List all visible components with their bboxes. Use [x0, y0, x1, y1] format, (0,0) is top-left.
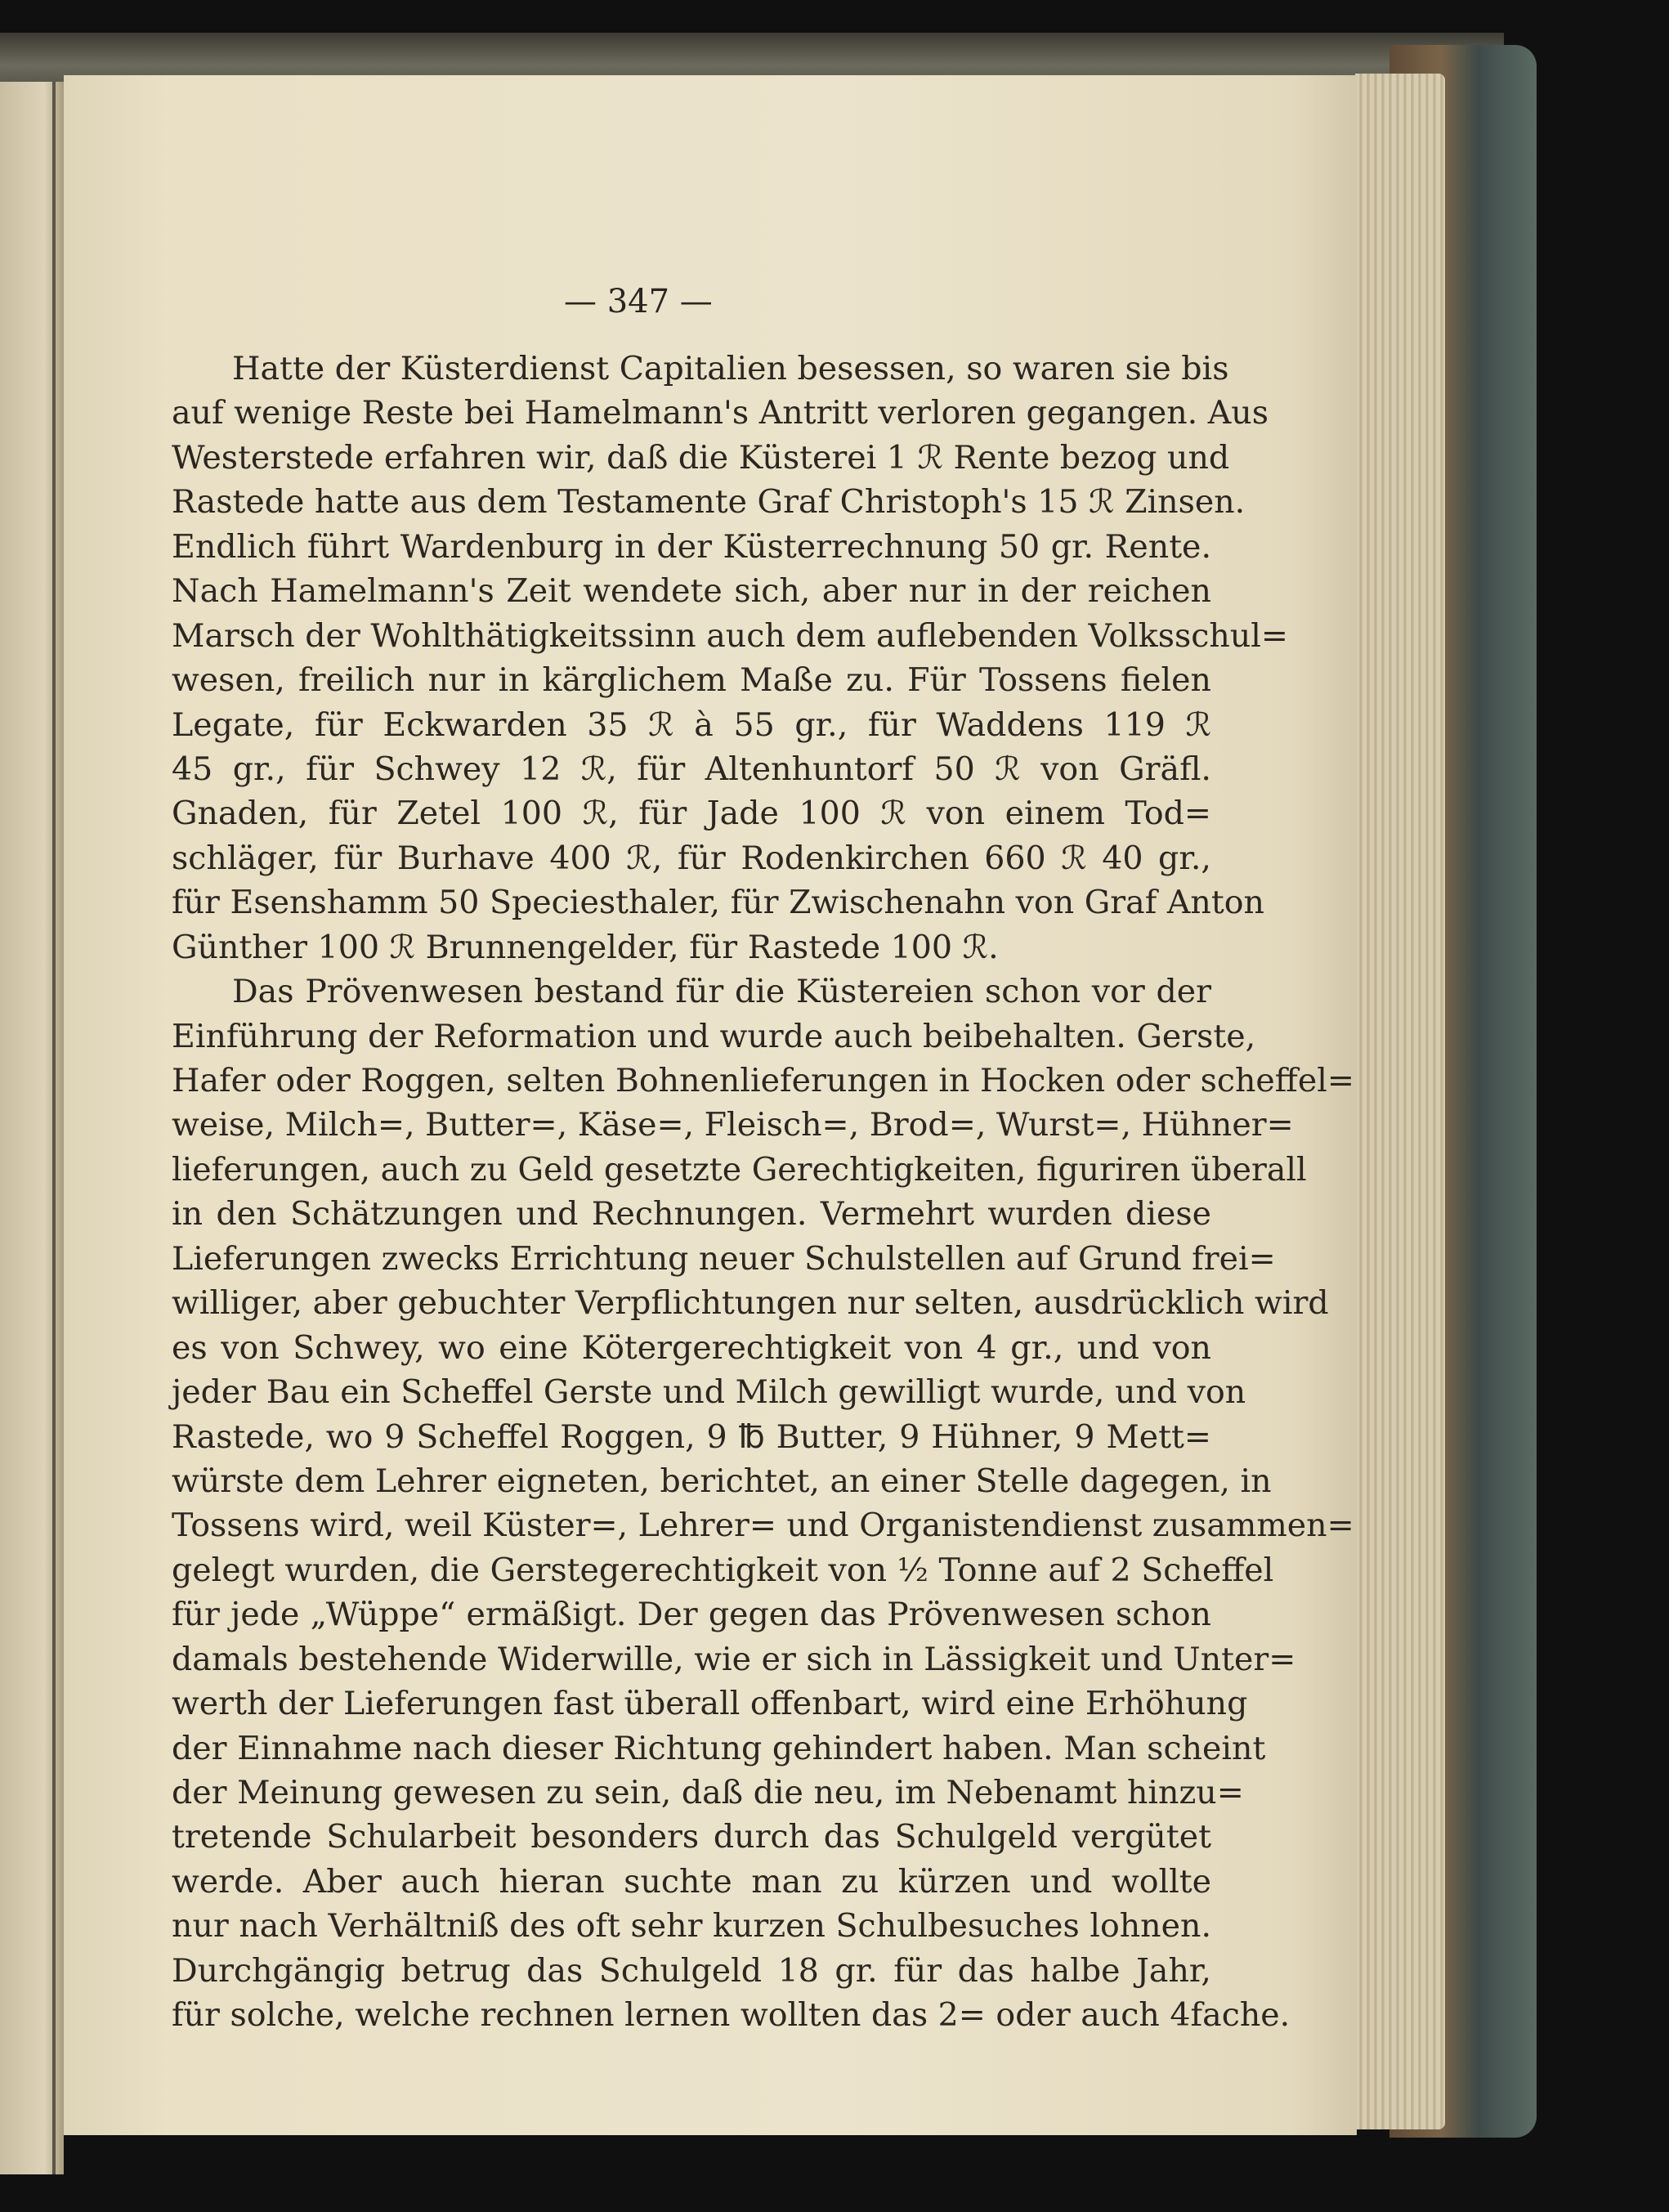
- text-line: damals bestehende Widerwille, wie er sich in Lässigkeit und Unter=: [172, 1640, 1296, 1678]
- text-line: Legate, für Eckwarden 35 ℛ à 55 gr., für Waddens 119 ℛ: [172, 705, 1211, 744]
- text-line: es von Schwey, wo eine Kötergerechtigkeit von 4 gr., und von: [172, 1328, 1211, 1367]
- text-line: in den Schätzungen und Rechnungen. Vermehrt wurden diese: [172, 1195, 1211, 1234]
- text-line: Gnaden, für Zetel 100 ℛ, für Jade 100 ℛ von einem Tod=: [172, 795, 1211, 833]
- text-line: 45 gr., für Schwey 12 ℛ, für Altenhuntorf 50 ℛ von Gräfl.: [172, 750, 1211, 788]
- text-line: gelegt wurden, die Gerstegerechtigkeit von ½ Tonne auf 2 Scheffel: [172, 1551, 1274, 1589]
- text-line: schläger, für Burhave 400 ℛ, für Rodenkirchen 660 ℛ 40 gr.,: [172, 839, 1211, 877]
- page-edges: [1355, 74, 1445, 2129]
- text-line: Rastede, wo 9 Scheffel Roggen, 9 ℔ Butter, 9 Hühner, 9 Mett=: [172, 1417, 1211, 1456]
- text-line: Endlich führt Wardenburg in der Küsterrechnung 50 gr. Rente.: [172, 527, 1211, 566]
- text-line: lieferungen, auch zu Geld gesetzte Gerechtigkeiten, figuriren überall: [172, 1150, 1307, 1189]
- text-line: wesen, freilich nur in kärglichem Maße zu. Für Tossens fielen: [172, 661, 1211, 700]
- text-line: Einführung der Reformation und wurde auch beibehalten. Gerste,: [172, 1017, 1256, 1055]
- text-line: für solche, welche rechnen lernen wollten das 2= oder auch 4fache.: [172, 1996, 1291, 2035]
- text-line: der Meinung gewesen zu sein, daß die neu, im Nebenamt hinzu=: [172, 1774, 1244, 1811]
- text-line: Durchgängig betrug das Schulgeld 18 gr. für das halbe Jahr,: [172, 1951, 1211, 1990]
- text-line: werde. Aber auch hieran suchte man zu kürzen und wollte: [172, 1862, 1211, 1901]
- text-line: tretende Schularbeit besonders durch das Schulgeld vergütet: [172, 1818, 1211, 1856]
- book-page: [64, 75, 1357, 2135]
- text-line: werth der Lieferungen fast überall offenbart, wird eine Erhöhung: [172, 1685, 1248, 1723]
- body-text: [172, 347, 1354, 2038]
- text-line: auf wenige Reste bei Hamelmann's Antritt verloren gegangen. Aus: [172, 394, 1269, 432]
- text-line: Nach Hamelmann's Zeit wendete sich, aber nur in der reichen: [172, 572, 1211, 611]
- page-number-text: — 347 —: [564, 283, 713, 320]
- text-line: Tossens wird, weil Küster=, Lehrer= und Organistendienst zusammen=: [172, 1507, 1354, 1545]
- text-line: weise, Milch=, Butter=, Käse=, Fleisch=, Brod=, Wurst=, Hühner=: [172, 1106, 1294, 1144]
- text-line: Marsch der Wohlthätigkeitssinn auch dem auflebenden Volksschul=: [172, 616, 1288, 655]
- text-line: Das Prövenwesen bestand für die Küstereien schon vor der: [232, 973, 1211, 1011]
- text-line: nur nach Verhältniß des oft sehr kurzen Schulbesuches lohnen.: [172, 1907, 1211, 1946]
- text-line: der Einnahme nach dieser Richtung gehindert haben. Man scheint: [172, 1729, 1266, 1767]
- text-line: für jede „Wüppe“ ermäßigt. Der gegen das Prövenwesen schon: [172, 1596, 1211, 1634]
- text-line: Günther 100 ℛ Brunnengelder, für Rastede 100 ℛ.: [172, 928, 999, 966]
- text-line: Westerstede erfahren wir, daß die Küsterei 1 ℛ Rente bezog und: [172, 438, 1230, 477]
- text-line: Rastede hatte aus dem Testamente Graf Christoph's 15 ℛ Zinsen.: [172, 483, 1246, 522]
- text-line: für Esenshamm 50 Speciesthaler, für Zwischenahn von Graf Anton: [172, 884, 1264, 922]
- text-line: jeder Bau ein Scheffel Gerste und Milch gewilligt wurde, und von: [172, 1373, 1246, 1412]
- text-line: williger, aber gebuchter Verpflichtungen nur selten, ausdrücklich wird: [172, 1284, 1329, 1323]
- text-line: Lieferungen zwecks Errichtung neuer Schulstellen auf Grund frei=: [172, 1239, 1276, 1278]
- text-line: Hatte der Küsterdienst Capitalien besessen, so waren sie bis: [232, 350, 1229, 387]
- text-line: Hafer oder Roggen, selten Bohnenlieferungen in Hocken oder scheffel=: [172, 1062, 1354, 1099]
- gutter-line: [52, 82, 56, 2174]
- text-line: würste dem Lehrer eigneten, berichtet, an einer Stelle dagegen, in: [172, 1462, 1272, 1500]
